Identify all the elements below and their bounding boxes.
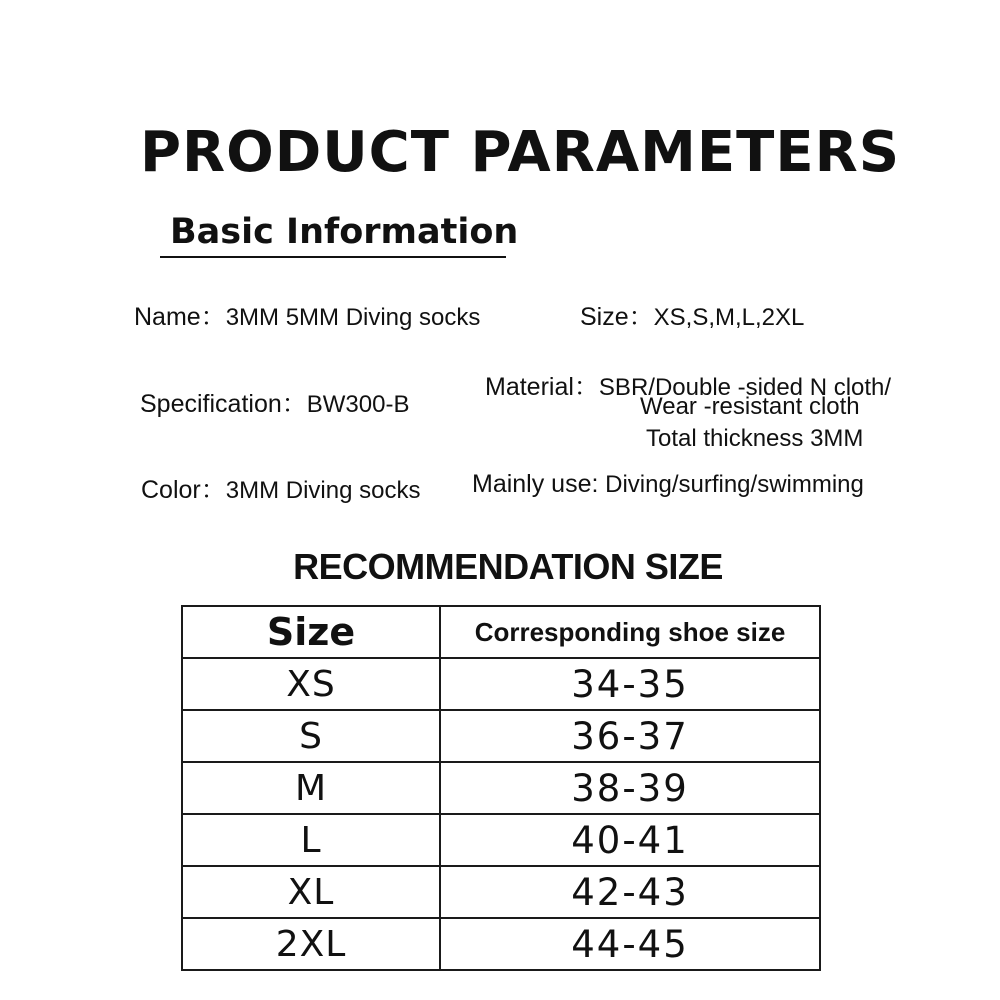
shoe-size-cell: 38-39 (440, 762, 820, 814)
info-material-line3: Total thickness 3MM (646, 425, 864, 452)
info-name-value: 3MM 5MM Diving socks (225, 304, 481, 331)
table-row (182, 710, 820, 762)
info-spec-label: Specification： (140, 390, 307, 418)
shoe-size-cell: 44-45 (440, 918, 820, 970)
size-cell: L (182, 814, 440, 866)
section-title-basic-information: Basic Information (170, 212, 519, 252)
shoe-size-cell: 34-35 (440, 658, 820, 710)
info-name-label: Name： (134, 303, 226, 331)
recommendation-size-title: RECOMMENDATION SIZE (293, 546, 723, 587)
info-use-value: Diving/surfing/swimming (605, 471, 864, 498)
shoe-size-cell: 36-37 (440, 710, 820, 762)
size-cell: S (182, 710, 440, 762)
info-mainly-use (472, 470, 864, 499)
info-material-line2: Wear -resistant cloth (640, 393, 860, 420)
info-material-line1: SBR/Double -sided N cloth/ (598, 374, 892, 401)
size-cell: XS (182, 658, 440, 710)
info-size-label: Size： (580, 303, 654, 331)
info-color (141, 470, 420, 506)
table-row (182, 918, 820, 970)
table-row (182, 814, 820, 866)
column-header-size: Size (182, 606, 440, 658)
table-header-row (182, 606, 820, 658)
shoe-size-cell: 40-41 (440, 814, 820, 866)
table-row (182, 762, 820, 814)
table-row (182, 866, 820, 918)
size-table (181, 605, 821, 971)
size-cell: XL (182, 866, 440, 918)
info-spec-value: BW300-B (306, 391, 410, 418)
size-cell: M (182, 762, 440, 814)
info-color-value: 3MM Diving socks (225, 477, 421, 504)
page-title: PRODUCT PARAMETERS (139, 120, 901, 185)
info-use-label: Mainly use: (472, 470, 599, 498)
section-underline (160, 256, 506, 258)
info-name (134, 297, 480, 333)
info-specification (140, 384, 409, 420)
size-cell: 2XL (182, 918, 440, 970)
shoe-size-cell: 42-43 (440, 866, 820, 918)
table-row (182, 658, 820, 710)
info-color-label: Color： (141, 476, 226, 504)
info-material-label: Material： (485, 373, 599, 401)
column-header-shoe-size: Corresponding shoe size (440, 606, 820, 658)
info-size-value: XS,S,M,L,2XL (653, 304, 805, 331)
info-size (580, 297, 804, 333)
